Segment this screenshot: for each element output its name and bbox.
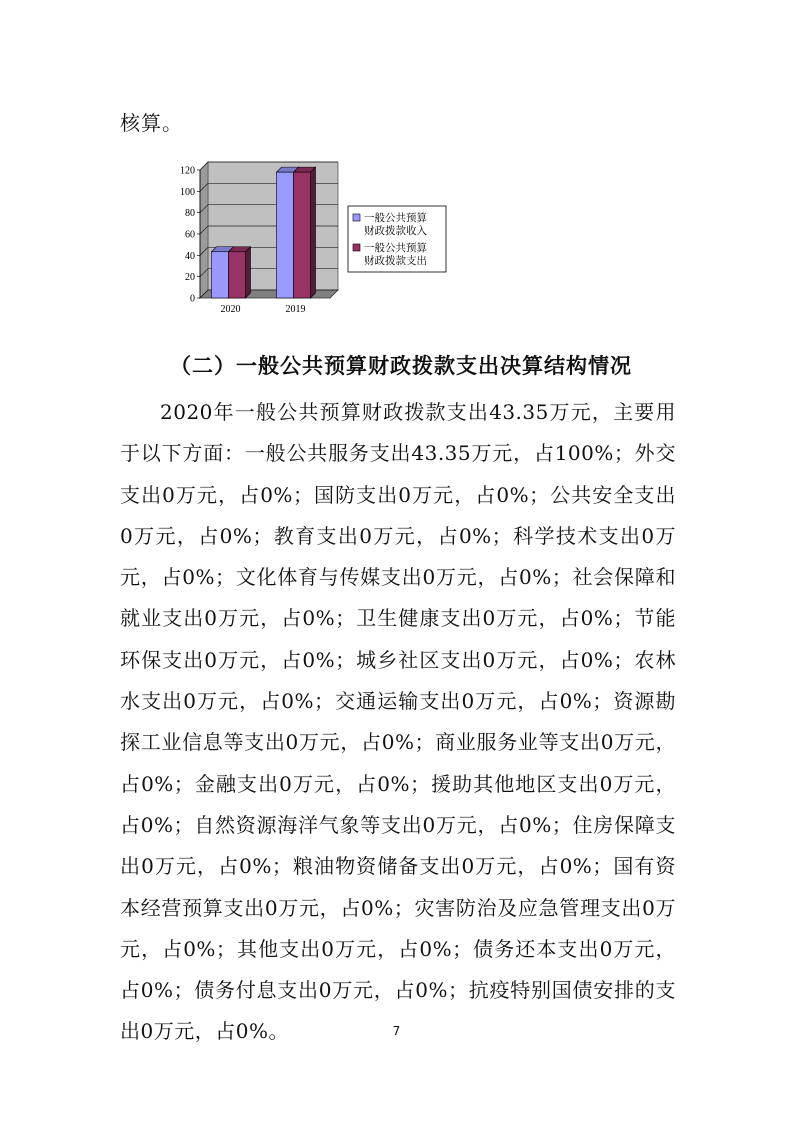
y-tick-label: 120 [180,165,195,177]
bar-2019-series-1 [277,172,294,298]
page-number: 7 [392,1024,401,1038]
legend-label: 一般公共预算 [364,213,427,224]
y-tick-label: 100 [180,186,195,198]
bar-2019-series-2 [294,172,311,298]
bar-chart [172,160,500,320]
body-paragraph: 2020年一般公共预算财政拨款支出43.35万元，主要用于以下方面：一般公共服务支出43.35万元，占100%；外交支出0万元，占0%；国防支出0万元，占0%；公共安全支出0万元，占0%；教育支出0万元，占0%；科学技术支出0万元，占0%；文化体育与传媒支出0万元，占0%；社会保障和就业支出0万元，占0%；卫生健康支出0万元，占0%；节能环保支出0万元，占0%；城乡社区支出0万元，占0%；农林水支出0万元，占0%；交通运输支出0万元，占0%；资源勘探工业信息等支出0万元，占0%；商业服务业等支出0万元，占0%；金融支出0万元，占0%；援助其他地区支出0万元，占0%；自然资源海洋气象等支出0万元，占0%；住房保障支出0万元，占0%；粮油物资储备支出0万元，占0%；国有资本经营预算支出0万元，占0%；灾害防治及应急管理支出0万元，占0%；其他支出0万元，占0%；债务还本支出0万元，占0%；债务付息支出0万元，占0%；抗疫特别国债安排的支出0万元，占0%。 [120,400,676,1044]
carryover-text: 核算。 [120,111,183,135]
legend-label: 财政拨款收入 [364,226,427,237]
bar-side [246,247,251,298]
bar-side [311,167,316,298]
x-tick-label: 2020 [220,304,241,315]
bar-chart-svg [172,160,500,320]
legend-swatch [353,214,360,221]
y-tick-label: 20 [185,272,195,284]
legend-label: 财政拨款支出 [364,256,427,267]
bar-2020-series-1 [212,252,229,298]
y-tick-label: 60 [185,229,195,241]
section-heading: （二）一般公共预算财政拨款支出决算结构情况 [170,353,632,378]
y-tick-label: 40 [185,250,195,262]
y-tick-label: 80 [185,208,195,220]
y-tick-label: 0 [190,293,195,305]
legend-swatch [353,244,360,251]
x-tick-label: 2019 [285,304,306,315]
legend-label: 一般公共预算 [364,243,427,254]
bar-2020-series-2 [229,252,246,298]
